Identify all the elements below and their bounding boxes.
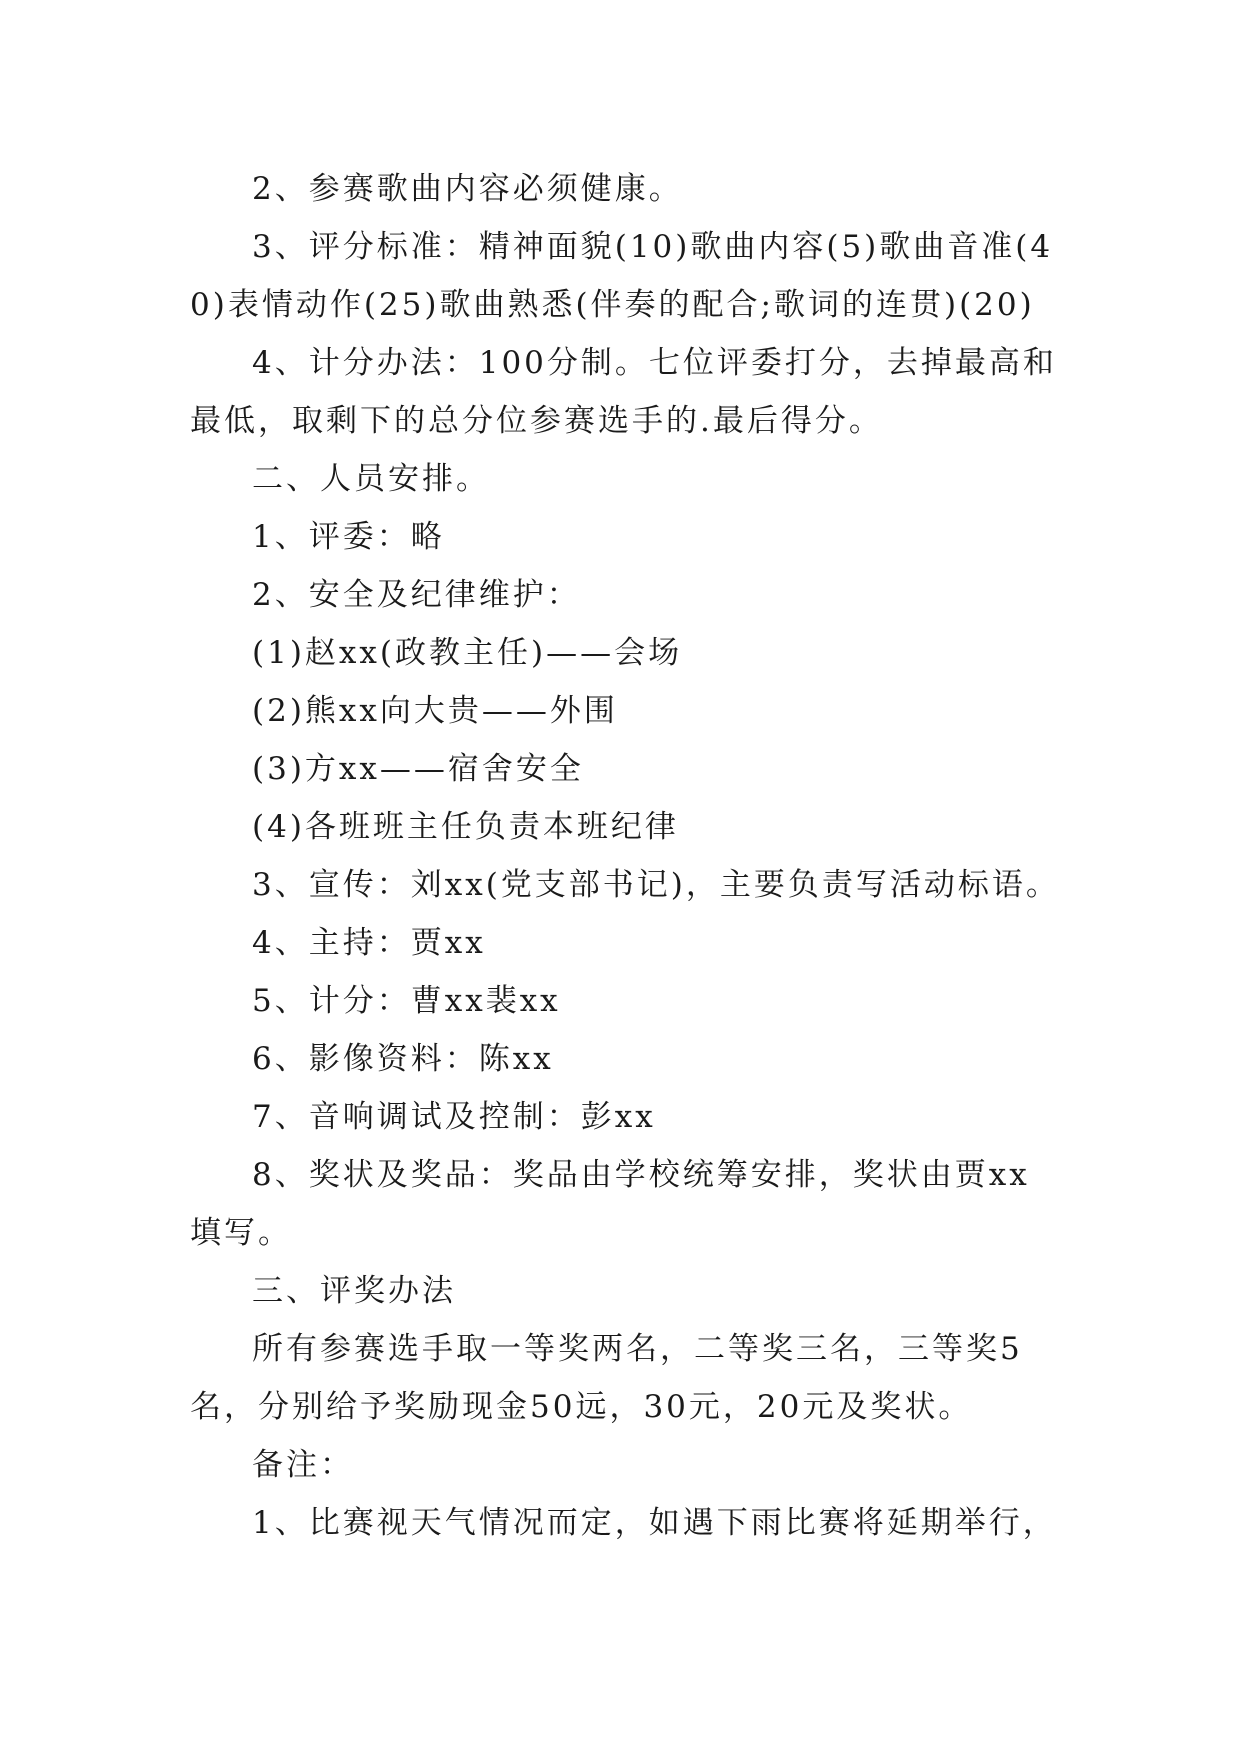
paragraph: 8、奖状及奖品：奖品由学校统筹安排，奖状由贾xx填写。	[190, 1157, 1030, 1251]
paragraph: 4、主持：贾xx	[252, 925, 486, 961]
paragraph: 5、计分：曹xx裴xx	[252, 983, 561, 1019]
list-item: (3)方xx——宿舍安全	[252, 751, 584, 787]
document-body	[190, 160, 1060, 1552]
paragraph: 2、参赛歌曲内容必须健康。	[252, 171, 683, 207]
paragraph: 1、评委：略	[252, 519, 445, 555]
paragraph: 6、影像资料：陈xx	[252, 1041, 554, 1077]
paragraph: 4、计分办法：100分制。七位评委打分，去掉最高和最低，取剩下的总分位参赛选手的.最后得分。	[190, 345, 1057, 439]
section-heading: 三、评奖办法	[252, 1273, 456, 1309]
paragraph: 所有参赛选手取一等奖两名，二等奖三名，三等奖5名，分别给予奖励现金50远，30元，20元及奖状。	[190, 1331, 1023, 1425]
paragraph: 3、宣传：刘xx(党支部书记)，主要负责写活动标语。	[252, 867, 1060, 903]
notes-heading: 备注：	[252, 1447, 354, 1483]
list-item: (4)各班班主任负责本班纪律	[252, 809, 679, 845]
list-item: (2)熊xx向大贵——外围	[252, 693, 618, 729]
section-heading: 二、人员安排。	[252, 461, 490, 497]
paragraph: 1、比赛视天气情况而定，如遇下雨比赛将延期举行，	[252, 1505, 1057, 1541]
paragraph: 7、音响调试及控制：彭xx	[252, 1099, 656, 1135]
list-item: (1)赵xx(政教主任)——会场	[252, 635, 683, 671]
paragraph: 2、安全及纪律维护：	[252, 577, 581, 613]
paragraph: 3、评分标准：精神面貌(10)歌曲内容(5)歌曲音准(40)表情动作(25)歌曲熟悉(伴奏的配合;歌词的连贯)(20)	[190, 229, 1054, 323]
